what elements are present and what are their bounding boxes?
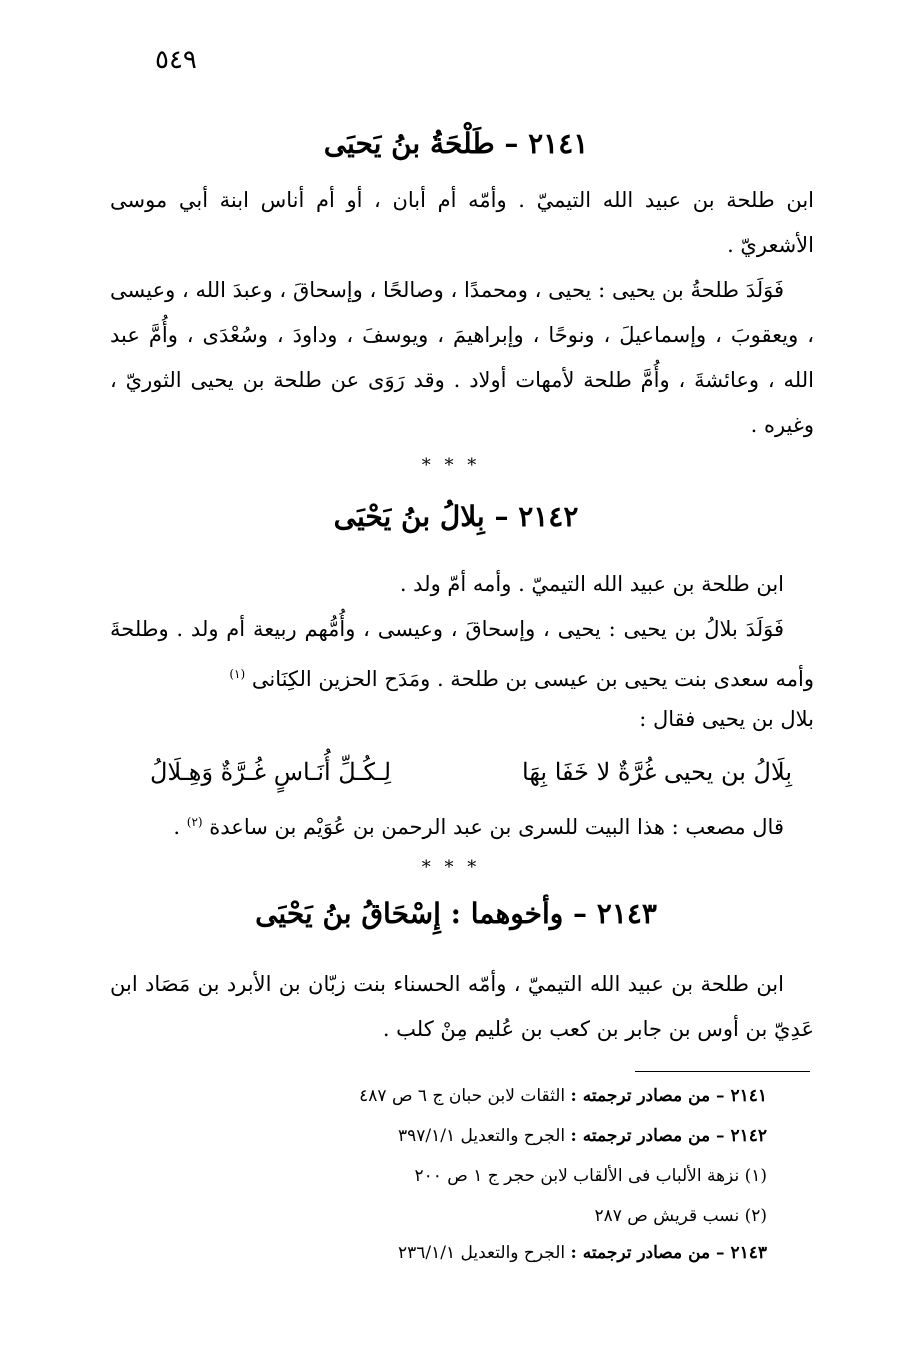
footnote-rule [635, 1071, 810, 1072]
entry-heading-2141: ٢١٤١ – طَلْحَةُ بنُ يَحيَى [323, 127, 589, 160]
footnote-text: (٢) نسب قريش ص ٢٨٧ [594, 1206, 767, 1226]
entry-2142-after-verse [110, 800, 814, 850]
entry-heading-2143: ٢١٤٣ – وأخوهما : إِسْحَاقُ بنُ يَحْيَى [255, 897, 657, 930]
section-separator: * * * [421, 455, 481, 476]
footnote-label: ٢١٤١ – من مصادر ترجمته : [570, 1086, 767, 1106]
footnote-1 [110, 1163, 767, 1189]
footnote-2142 [110, 1123, 767, 1149]
entry-2142-paragraph-3: بلال بن يحيى فقال : [639, 707, 814, 731]
entry-2142-paragraph-2 [110, 607, 814, 702]
verse [150, 752, 792, 792]
footnote-text: الثقات لابن حبان ج ٦ ص ٤٨٧ [359, 1086, 566, 1106]
footnote-text: (١) نزهة الألباب فى الألقاب لابن حجر ج ١ ص ٢٠٠ [414, 1166, 767, 1186]
after-verse-end: . [173, 815, 181, 839]
entry-2142-paragraph-2-text: فَوَلَدَ بلالُ بن يحيى : يحيى ، وإسحاقَ ، وعيسى ، وأُمُّهم ربيعة أم ولد . وطلحةَ وأمه سعدى بنت يحيى بن عيسى بن طلحة . ومَدَح الحزين الكِنَانى [110, 617, 814, 691]
footnote-label: ٢١٤٢ – من مصادر ترجمته : [570, 1126, 767, 1146]
footnote-label: ٢١٤٣ – من مصادر ترجمته : [570, 1243, 767, 1263]
after-verse-text: قال مصعب : هذا البيت للسرى بن عبد الرحمن بن عُوَيْم بن ساعدة [209, 815, 784, 839]
entry-2141-paragraph-1: ابن طلحة بن عبيد الله التيميّ . وأمّه أم أبان ، أو أم أناس ابنة أبي موسى الأشعريّ . [110, 188, 814, 257]
footnote-2141 [110, 1083, 767, 1109]
entry-heading-2142: ٢١٤٢ – بِلالُ بنُ يَحْيَى [333, 500, 579, 533]
page-number: ٥٤٩ [155, 45, 197, 75]
footnote-marker-1: (١) [229, 667, 246, 681]
verse-first-half: بِلَالُ بن يحيى غُرَّةٌ لا خَفَا بِهَا [522, 758, 792, 786]
footnote-text: الجرح والتعديل ٢٣٦/١/١ [398, 1243, 566, 1263]
entry-2141-paragraph-2: فَوَلَدَ طلحةُ بن يحيى : يحيى ، ومحمدًا ، وصالحًا ، وإسحاقَ ، وعبدَ الله ، وعيسى ، ويعقوبَ ، وإسماعيلَ ، ونوحًا ، وإبراهيمَ ، ويوسفَ ، وداودَ ، وسُعْدَى ، وأُمَّ عبد الله ، وعائشةَ ، وأُمَّ طلحة لأمهات أولاد . وقد رَوَى عن طلحة بن يحيى الثوريّ ، وغيره . [110, 278, 814, 437]
footnote-2 [110, 1203, 767, 1229]
entry-2143-paragraph-1: ابن طلحة بن عبيد الله التيميّ ، وأمّه الحسناء بنت زبّان بن الأبرد بن مَصَاد ابن عَدِيّ بن أوس بن جابر بن كعب بن عُليم مِنْ كلب . [110, 972, 814, 1041]
verse-second-half: لِـكُـلِّ أُنَـاسٍ غُـرَّةٌ وَهِـلَالُ [150, 758, 392, 786]
entry-2142-paragraph-1: ابن طلحة بن عبيد الله التيميّ . وأمه أمّ ولد . [399, 572, 784, 596]
footnote-marker-2: (٢) [186, 815, 203, 829]
footnote-text: الجرح والتعديل ٣٩٧/١/١ [398, 1126, 566, 1146]
footnote-2143 [110, 1240, 767, 1266]
section-separator-2: * * * [421, 857, 481, 878]
